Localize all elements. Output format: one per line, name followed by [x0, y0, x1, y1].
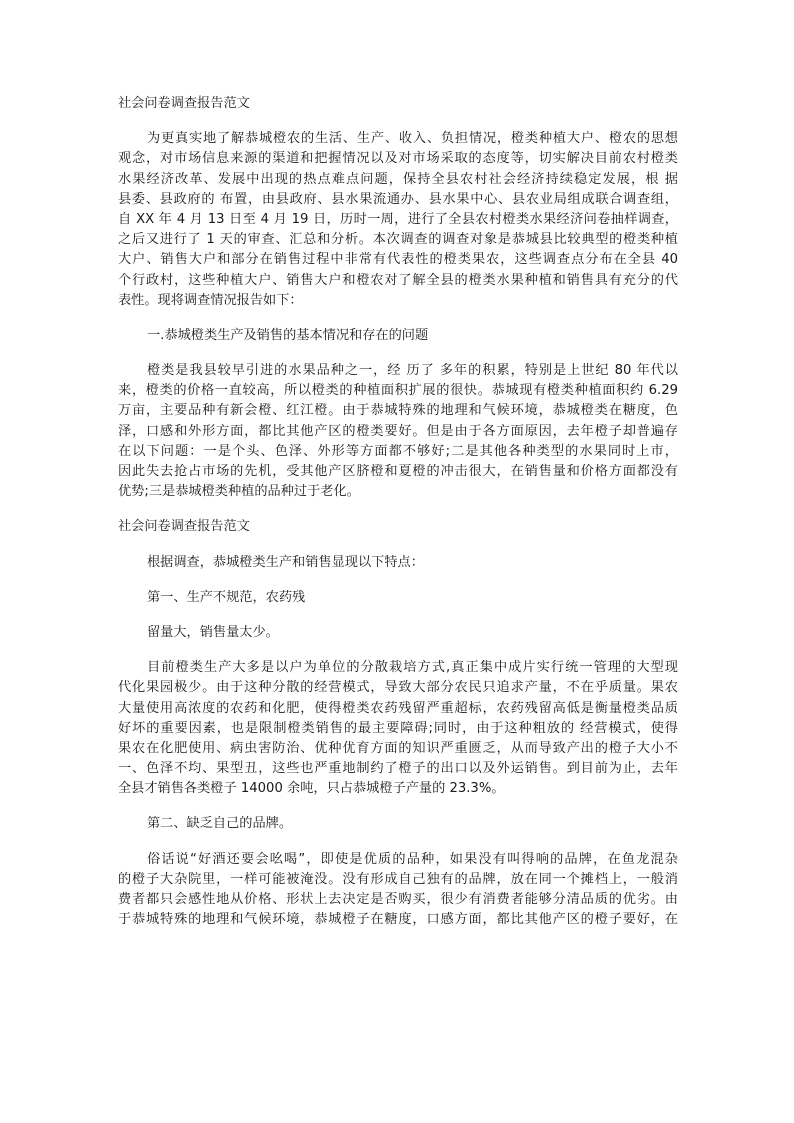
text-line: 因此失去抢占市场的先机，受其他产区脐橙和夏橙的冲击很大，在销售量和价格方面都没有	[118, 464, 678, 479]
point-paragraph	[118, 658, 678, 799]
text-line: 代化果园极少。由于这种分散的经营模式，导致大部分农民只追求产量，不在乎质量。果农	[118, 680, 678, 696]
document-title: 社会问卷调查报告范文	[118, 96, 250, 111]
text-line: 之后又进行了 1 天的审查、汇总和分析。本次调查的调查对象是恭城县比较典型的橙类种植	[118, 232, 678, 248]
text-line: 好坏的重要因素，也是限制橙类销售的最主要障碍;同时，由于这种粗放的 经营模式，使得	[118, 720, 678, 736]
text-line: 优势;三是恭城橙类种植的品种过于老化。	[118, 484, 360, 500]
text-line: 来，橙类的价格一直较高，所以橙类的种植面积扩展的很快。恭城现有橙类种植面积约 6.29	[118, 383, 678, 399]
text-line: 果农在化肥使用、病虫害防治、优种优育方面的知识严重匮乏，从而导致产出的橙子大小不	[118, 740, 678, 756]
text-line: 县委、县政府的 布置，由县政府、县水果流通办、县水果中心、县农业局组成联合调查组，	[118, 191, 678, 207]
section-heading: 一.恭城橙类生产及销售的基本情况和存在的问题	[147, 327, 429, 343]
text-line: 为更真实地了解恭城橙农的生活、生产、收入、负担情况，橙类种植大户、橙农的思想	[147, 131, 678, 147]
point-paragraph	[118, 850, 678, 931]
text-line: 泽，口感和外形方面，都比其他产区的橙类要好。但是由于各方面原因，去年橙子却普遍存	[118, 423, 678, 439]
point-heading: 第一、生产不规范，农药残	[147, 589, 306, 605]
text-line: 大户、销售大户和部分在销售过程中非常有代表性的橙类果农，这些调查点分布在全县 40	[118, 252, 678, 268]
text-line: 个行政村，这些种植大户、销售大户和橙农对了解全县的橙类水果种植和销售具有充分的代	[118, 272, 678, 288]
text-line: 俗话说“好酒还要会吆喝”，即使是优质的品种，如果没有叫得响的品牌，在鱼龙混杂	[147, 851, 678, 867]
point-heading-continued: 留量大，销售量太少。	[147, 624, 279, 640]
point-heading: 第二、缺乏自己的品牌。	[147, 816, 293, 832]
text-line: 表性。现将调查情况报告如下：	[118, 292, 303, 308]
text-line: 的橙子大杂院里，一样可能被淹没。没有形成自己独有的品牌，放在同一个摊档上，一般消	[118, 871, 678, 887]
text-line: 全县才销售各类橙子 14000 余吨，只占恭城橙子产量的 23.3%。	[118, 781, 505, 797]
text-line: 大量使用高浓度的农药和化肥，使得橙类农药残留严重超标，农药残留高低是衡量橙类品质	[118, 700, 678, 716]
features-intro: 根据调查，恭城橙类生产和销售显现以下特点：	[147, 554, 424, 570]
document-page	[118, 94, 678, 945]
document-title-repeat: 社会问卷调查报告范文	[118, 519, 250, 535]
section-paragraph	[118, 361, 678, 502]
text-line: 水果经济改革、发展中出现的热点难点问题，保持全县农村社会经济持续稳定发展，根 据	[118, 171, 678, 187]
text-line: 自 XX 年 4 月 13 日至 4 月 19 日，历时一周，进行了全县农村橙类水果经济问卷抽样调查，	[118, 211, 678, 227]
text-line: 在以下问题：一是个头、色泽、外形等方面都不够好;二是其他各种类型的水果同时上市，	[118, 443, 678, 459]
text-line: 观念，对市场信息来源的渠道和把握情况以及对市场采取的态度等，切实解决目前农村橙类	[118, 151, 678, 167]
text-line: 一、色泽不均、果型丑，这些也严重地制约了橙子的出口以及外运销售。到目前为止，去年	[118, 761, 678, 777]
text-line: 橙类是我县较早引进的水果品种之一，经 历了 多年的积累，特别是上世纪 80 年代以	[147, 363, 678, 379]
text-line: 费者都只会感性地从价格、形状上去决定是否购买，很少有消费者能够分清品质的优劣。由	[118, 892, 678, 907]
text-line: 万亩，主要品种有新会橙、红江橙。由于恭城特殊的地理和气候环境，恭城橙类在糖度，色	[118, 403, 678, 419]
text-line: 目前橙类生产大多是以户为单位的分散栽培方式,真正集中成片实行统一管理的大型现	[147, 660, 678, 676]
intro-paragraph	[118, 129, 678, 311]
text-line: 于恭城特殊的地理和气候环境，恭城橙子在糖度，口感方面，都比其他产区的橙子要好，在	[118, 912, 678, 928]
